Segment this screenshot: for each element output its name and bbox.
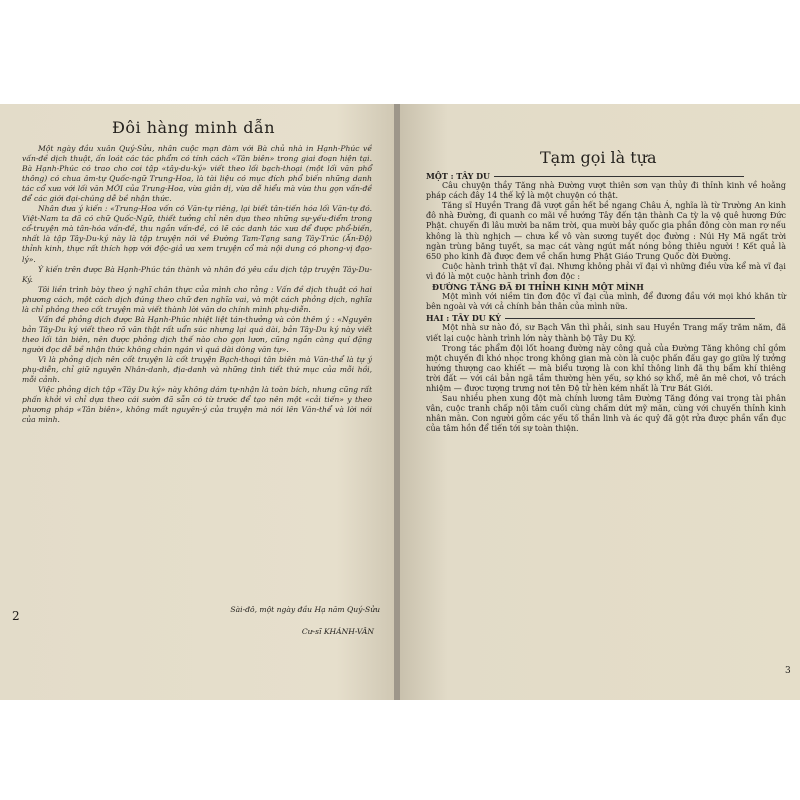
section-heading-2 xyxy=(426,313,786,323)
section-heading-2-text: HAI : TÂY DU KÝ xyxy=(426,313,501,324)
paragraph: Cuộc hành trình thật vĩ đại. Nhưng không phải vĩ đại vì những điều vừa kể mà vĩ đại vì đó là một cuộc hành trình đơn độc : xyxy=(426,261,786,281)
heading-rule xyxy=(505,318,755,319)
right-page-body xyxy=(426,170,786,434)
open-book xyxy=(0,104,800,700)
paragraph: Vì là phỏng dịch nên cốt truyện là cốt truyện Bạch-thoại tân biên mà Văn-thể là tự ý phụ-diễn, chỉ giữ nguyên Nhân-danh, địa-danh và những tình tiết thứ mục của mỗi hồi, mỗi cảnh. xyxy=(22,354,372,385)
left-page-body xyxy=(22,144,372,425)
paragraph: Một nhà sư nào đó, sư Bạch Vân thì phải, sinh sau Huyền Trang mấy trăm năm, đã viết lại cuộc hành trình lớn này thành bộ Tây Du Ký. xyxy=(426,323,786,343)
section-heading-1 xyxy=(426,171,786,181)
paragraph: Một mình với niềm tin đơn độc vĩ đại của mình, để đương đầu với mọi khó khăn từ bên ngoài và với cả chính bản thân của mình nữa. xyxy=(426,292,786,312)
paragraph: Trong tác phẩm đội lốt hoang đường này công quả của Đường Tăng không chỉ gồm một chuyến đi khó nhọc trong không gian mà còn là cuộc phấn đấu gay go giữa lý tưởng hướng thượng cao khiết — mà biểu tượng là con khỉ thông linh đã thụ bẩm khí thiêng trời đất — với cái bản ngã tầm thường hèn yếu, sợ khó sợ khổ, mê ăn mê chơi, vô trách nhiệm — được tượng trưng nơi tên Đệ tử hèn kém nhất là Trư Bát Giới. xyxy=(426,343,786,393)
paragraph: Tăng sĩ Huyền Trang đã vượt gần hết bề ngang Châu Á, nghĩa là từ Trường An kinh đô nhà Đường, đi quanh co mãi về hướng Tây đến tận thành Ca tỳ la vệ quê hương Đức Phật. chuyến đi lâu mười ba năm trời, qua mười bảy quốc gia phần đông còn man rợ nếu không là thù nghịch — chưa kể vô vàn sương tuyết dọc đường : Núi Hy Mã ngất trời ngàn trùng băng tuyết, sa mạc cát vàng ngút mắt nóng bỏng thiêu người ! Kết quả là 650 pho kinh đã được đem về chấn hưng Phật Giáo Trung Quốc đời Đường. xyxy=(426,201,786,261)
page-number-left: 2 xyxy=(12,609,20,623)
page-number-right: 3 xyxy=(785,666,791,676)
paragraph: Tôi liền trình bày theo ý nghĩ chân thực của mình cho rằng : Vấn đề dịch thuật có hai phương cách, một cách dịch đúng theo chữ đen nghĩa vai, và một cách phỏng dịch, nghĩa là chỉ phỏng theo cốt truyện mà viết thành lời văn do chính mình phụ-diễn. xyxy=(22,284,372,314)
sign-name: Cư-sĩ KHÁNH-VÂN xyxy=(301,627,374,636)
paragraph: Một ngày đầu xuân Quý-Sửu, nhân cuộc mạn đàm với Bà chủ nhà in Hạnh-Phúc về vấn-đề dịch thuật, ấn loát các tác phẩm có tính cách «Tân biên» trong giai đoạn hiện tại. Bà Hạnh-Phúc có trao cho coi tập «tây-du-ký» viết theo lối bạch-thoại (một lối văn phổ thông) có chua âm-tự Quốc-ngữ Trung-Hoa, là tài liệu có mục đích phổ biến những danh tác cổ xưa với lối văn MỚI của Trung-Hoa, vừa giản dị, vừa dễ hiểu mà vừa thu gọn vấn-đề để các giới đại-chúng dễ bề nhận thức. xyxy=(22,144,372,204)
section-heading-1-text: MỘT : TÂY DU xyxy=(426,171,491,181)
left-page-title: Đôi hàng minh dẫn xyxy=(112,118,276,137)
paragraph: Nhân đưa ý kiến : «Trung-Hoa vốn có Văn-tự riêng, lại biết tân-tiến hóa lối Văn-tự đó. Việt-Nam ta đã có chữ Quốc-Ngữ, thiết tưởng chỉ nên dựa theo những sự-yếu-điểm trong cổ-truyện mà tân-hóa vấn-đề, thu ngắn vấn-đề, có lẽ các danh tác xưa để được phổ-biến, nhất là tập Tây-Du-ký này là tập truyện nói về Đường Tam-Tạng sang Tây-Trúc (Ấn-Độ) thỉnh kinh, thực rất thích hợp với độc-giả ưa xem truyện cổ mà nội dung có phong-vị đạo-lý». xyxy=(22,204,372,264)
paragraph: Việc phỏng dịch tập «Tây Du ký» này không dám tự-nhận là toàn bích, nhưng cũng rất phấn khởi vì chỉ dựa theo cái sườn đã sẵn có từ trước để tạo nên một «cải tiến» y theo phương pháp «Tân biên», không mất nguyên-ý của truyện mà nói lên Văn-thể và lời nói của mình. xyxy=(22,385,372,425)
right-page xyxy=(400,104,800,700)
right-page-title: Tạm gọi là tựa xyxy=(540,148,657,167)
signature-block xyxy=(160,599,380,643)
paragraph: Câu chuyện thầy Tăng nhà Đường vượt thiên sơn vạn thủy đi thỉnh kinh về hoằng pháp cách đây 14 thế kỷ là một chuyện có thật. xyxy=(426,181,786,201)
left-page xyxy=(0,104,396,700)
sign-place-date: Sài-đô, một ngày đầu Hạ năm Quý-Sửu xyxy=(230,605,380,614)
paragraph: Ý kiến trên được Bà Hạnh-Phúc tán thành và nhân đó yêu cầu dịch tập truyện Tây-Du-Ký. xyxy=(22,264,372,284)
heading-rule xyxy=(494,176,744,177)
section-subheading: ĐƯỜNG TĂNG ĐÃ ĐI THỈNH KINH MỘT MÌNH xyxy=(432,282,644,293)
paragraph: Vấn đề phỏng dịch được Bà Hạnh-Phúc nhiệt liệt tán-thưởng và còn thêm ý : «Nguyên bản Tây-Du ký viết theo rõ văn thật rất uẩn súc nhưng lại quá dài, bản Tây-Du ký này viết theo lối tân biên, nên được phỏng dịch thế nào cho gọn lươn, cũng ngắn càng quí đặng người đọc dễ bề nhận thức không chán ngán vì quá dài dòng văn tự». xyxy=(22,314,372,354)
paragraph: Sau nhiều phen xung đột mà chính lương tâm Đường Tăng đóng vai trọng tài phân vân, cuộc tranh chấp nội tâm cuối cùng chấm dứt mỹ mãn, cùng với chuyến thỉnh kinh nhân mãn. Con người gồm các yếu tố thần linh và ác quỷ đã gột rửa được phần vẩn đục của tâm hồn để tiến tới sự toàn thiện. xyxy=(426,394,786,434)
